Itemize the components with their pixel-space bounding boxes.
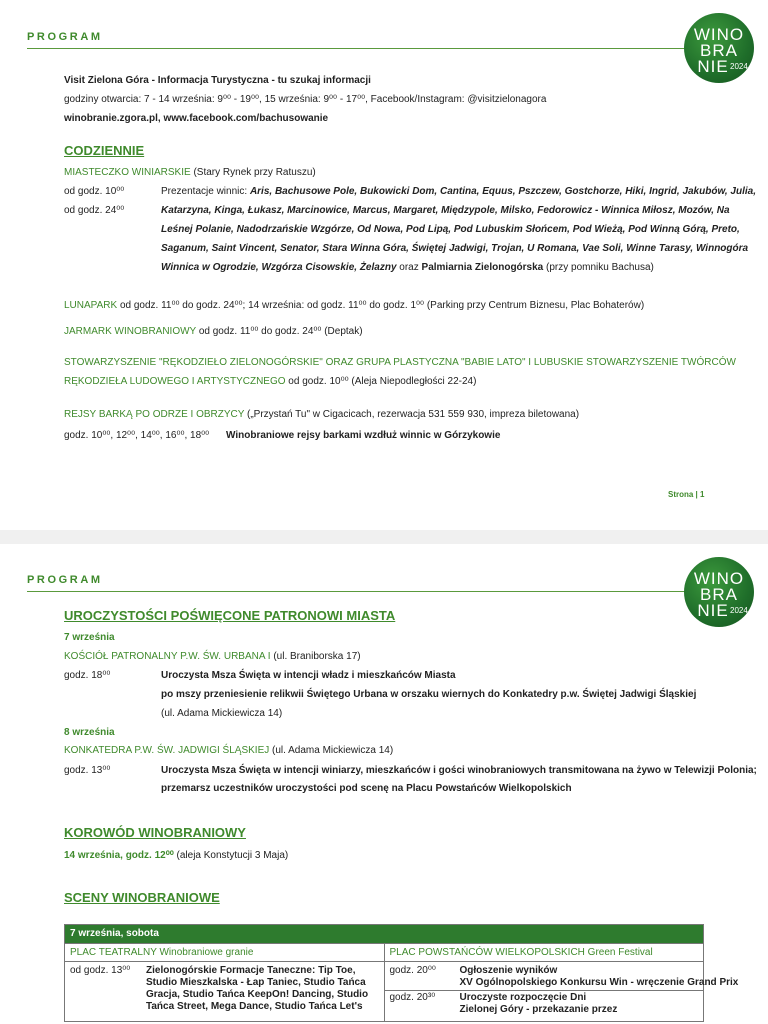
time-end: od godz. 24⁰⁰	[64, 205, 125, 216]
logo-text-line1: WINO	[693, 569, 745, 588]
winobranie-logo	[684, 557, 754, 627]
winnice-line-1	[161, 186, 756, 198]
table-day-header: 7 września, sobota	[65, 925, 703, 943]
msza-desc-2a: Uroczysta Msza Święta w intencji winiarzy, mieszkańców i gości winobraniowych transmitowana na żywo w Telewizji Polonia;	[161, 765, 757, 776]
winobranie-logo	[684, 13, 754, 83]
stage-teatralny-header	[65, 944, 384, 961]
lunapark-details: od godz. 11⁰⁰ do godz. 24⁰⁰; 14 września: od godz. 11⁰⁰ do godz. 1⁰⁰ (Parking przy Centrum Biznesu, Plac Bohaterów)	[117, 300, 645, 311]
event-line: Zielonej Góry - przekazanie przez	[459, 1004, 618, 1015]
logo-text-line3: NIE	[697, 601, 729, 620]
logo-text-line1: WINO	[693, 25, 745, 44]
logo-text-line3: NIE	[697, 57, 729, 76]
event-line: Uroczyste rozpoczęcie Dni	[459, 992, 587, 1003]
page-header-label: PROGRAM	[27, 574, 103, 586]
info-hours: godziny otwarcia: 7 - 14 września: 9⁰⁰ - 19⁰⁰, 15 września: 9⁰⁰ - 17⁰⁰, Facebook/Instagram: @visitzielonagora	[64, 94, 547, 105]
prezentacje-label: Prezentacje winnic:	[161, 186, 250, 197]
venue-miasteczko	[64, 167, 316, 179]
korowod-date: 14 września, godz. 12⁰⁰	[64, 850, 174, 861]
korowod-place: (aleja Konstytucji 3 Maja)	[173, 850, 289, 861]
church-urbana-name: KOŚCIÓŁ PATRONALNY P.W. ŚW. URBANA I	[64, 651, 271, 662]
info-links[interactable]: winobranie.zgora.pl, www.facebook.com/bachusowanie	[64, 113, 329, 124]
stowarzyszenie-details: od godz. 10⁰⁰ (Aleja Niepodległości 22-24)	[285, 376, 477, 387]
stage-teatralny-events	[65, 962, 384, 1021]
rejsy-name: REJSY BARKĄ PO ODRZE I OBRZYCY	[64, 409, 245, 420]
table-header-row	[65, 943, 703, 961]
date-7-wrzesnia: 7 września	[64, 632, 115, 643]
msza-desc-2b: przemarsz uczestników uroczystości pod scenę na Placu Powstańców Wielkopolskich	[161, 783, 572, 794]
winnice-line-4: Saganum, Saint Vincent, Senator, Stara Winna Góra, Świętej Jadwigi, Trojan, U Romana, Vae Soli, Winne Tarasy, Winnogóra	[161, 243, 749, 254]
venue-name: MIASTECZKO WINIARSKIE	[64, 167, 191, 178]
stage-powstancow-events	[384, 962, 739, 1021]
date-8-wrzesnia: 8 września	[64, 727, 115, 738]
stowarzyszenie-line-2	[64, 376, 476, 388]
event-line: Tańca Street, Mega Dance, Studio Tańca Let's	[146, 1001, 363, 1012]
rejsy-entry	[64, 409, 579, 421]
lunapark-name: LUNAPARK	[64, 300, 118, 311]
winnice-list-5: Winnica w Ogrodzie, Wzgórza Cisowskie, Żelazny	[161, 262, 397, 273]
msza-time-2: godz. 13⁰⁰	[64, 765, 111, 776]
msza-desc-1a: Uroczysta Msza Święta w intencji władz i mieszkańców Miasta	[161, 670, 456, 681]
winnice-line-2: Katarzyna, Kinga, Łukasz, Marcinowice, Marcus, Margaret, Międzypole, Milsko, Fedorowicz - Winnica Miłosz, Mozów, Na	[161, 205, 730, 216]
logo-year: 2024	[730, 62, 748, 71]
conjunction-text: oraz	[396, 262, 422, 273]
stowarzyszenie-name-cont: RĘKODZIEŁA LUDOWEGO I ARTYSTYCZNEGO	[64, 376, 286, 387]
church-jadwigi-address: (ul. Adama Mickiewicza 14)	[269, 745, 394, 756]
event-line: XV Ogólnopolskiego Konkursu Win - wręczenie Grand Prix	[459, 977, 739, 988]
logo-text-line2: BRA	[700, 585, 738, 604]
section-heading-uroczystosci: UROCZYSTOŚCI POŚWIĘCONE PATRONOWI MIASTA	[64, 608, 396, 623]
stowarzyszenie-line-1: STOWARZYSZENIE "RĘKODZIEŁO ZIELONOGÓRSKIE" ORAZ GRUPA PLASTYCZNA "BABIE LATO" I LUBUSKIE STOWARZYSZENIE TWÓRCÓW	[64, 357, 736, 368]
section-heading-sceny: SCENY WINOBRANIOWE	[64, 890, 220, 905]
rejsy-times: godz. 10⁰⁰, 12⁰⁰, 14⁰⁰, 16⁰⁰, 18⁰⁰	[64, 430, 210, 441]
event-time: od godz. 13⁰⁰	[70, 965, 131, 976]
header-divider	[27, 48, 717, 49]
church-jadwigi-name: KONKATEDRA P.W. ŚW. JADWIGI ŚLĄSKIEJ	[64, 745, 270, 756]
row-divider	[385, 990, 704, 991]
lunapark-entry	[64, 300, 644, 312]
table-row	[65, 961, 739, 1021]
winnice-line-5	[161, 262, 654, 274]
winnice-line-3: Leśnej Polanie, Nadodrzańskie Wzgórze, Od Nowa, Pod Lipą, Pod Lubuskim Słońcem, Pod Wieżą, Pod Winną Górą, Preto,	[161, 224, 740, 235]
church-urbana	[64, 651, 361, 663]
winnice-list-1: Aris, Bachusowe Pole, Bukowicki Dom, Cantina, Equus, Pszczew, Gostchorze, Hiki, Ingrid, Jakubów, Julia,	[249, 186, 756, 197]
time-start: od godz. 10⁰⁰	[64, 186, 125, 197]
msza-time-1: godz. 18⁰⁰	[64, 670, 111, 681]
rejsy-description: Winobraniowe rejsy barkami wzdłuż winnic w Górzykowie	[226, 430, 501, 441]
korowod-details	[64, 850, 288, 862]
section-heading-korowod: KOROWÓD WINOBRANIOWY	[64, 825, 246, 840]
event-line: Studio Mieszkalska - Łap Taniec, Studio Tańca	[146, 977, 366, 988]
event-time: godz. 20⁰⁰	[389, 965, 436, 976]
event-line: Ogłoszenie wyników	[459, 965, 558, 976]
event-time: godz. 20³⁰	[389, 992, 436, 1003]
church-jadwigi	[64, 745, 393, 757]
document-page-2	[0, 544, 768, 1024]
msza-desc-1b: po mszy przeniesienie relikwii Świętego Urbana w orszaku wiernych do Konkatedry p.w. Świętej Jadwigi Śląskiej	[161, 689, 697, 700]
event-line: Zielonogórskie Formacje Taneczne: Tip Toe,	[146, 965, 356, 976]
stage-powstancow-sub: Green Festival	[584, 947, 653, 958]
palmiarnia-note: (przy pomniku Bachusa)	[543, 262, 654, 273]
schedule-table	[64, 924, 739, 1022]
page-header-label: PROGRAM	[27, 31, 103, 43]
stage-teatralny-sub: Winobraniowe granie	[156, 947, 254, 958]
logo-year: 2024	[730, 606, 748, 615]
stage-powstancow-name: PLAC POWSTAŃCÓW WIELKOPOLSKICH	[389, 947, 585, 958]
msza-desc-1c: (ul. Adama Mickiewicza 14)	[161, 708, 283, 719]
rejsy-details: („Przystań Tu" w Cigacicach, rezerwacja 531 559 930, impreza biletowana)	[244, 409, 580, 420]
stage-powstancow-header	[384, 944, 704, 961]
page-number: Strona | 1	[668, 490, 705, 499]
jarmark-entry	[64, 326, 363, 338]
info-title: Visit Zielona Góra - Informacja Turystyczna - tu szukaj informacji	[64, 75, 371, 86]
palmiarnia-name: Palmiarnia Zielonogórska	[421, 262, 544, 273]
stage-teatralny-name: PLAC TEATRALNY	[70, 947, 157, 958]
jarmark-name: JARMARK WINOBRANIOWY	[64, 326, 197, 337]
jarmark-details: od godz. 11⁰⁰ do godz. 24⁰⁰ (Deptak)	[196, 326, 363, 337]
page-gap	[0, 530, 768, 544]
section-heading-codziennie: CODZIENNIE	[64, 143, 145, 158]
header-divider	[27, 591, 717, 592]
logo-text-line2: BRA	[700, 41, 738, 60]
venue-note: (Stary Rynek przy Ratuszu)	[193, 167, 316, 178]
event-line: Gracja, Studio Tańca KeepOn! Dancing, Studio	[146, 989, 369, 1000]
church-urbana-address: (ul. Braniborska 17)	[270, 651, 361, 662]
